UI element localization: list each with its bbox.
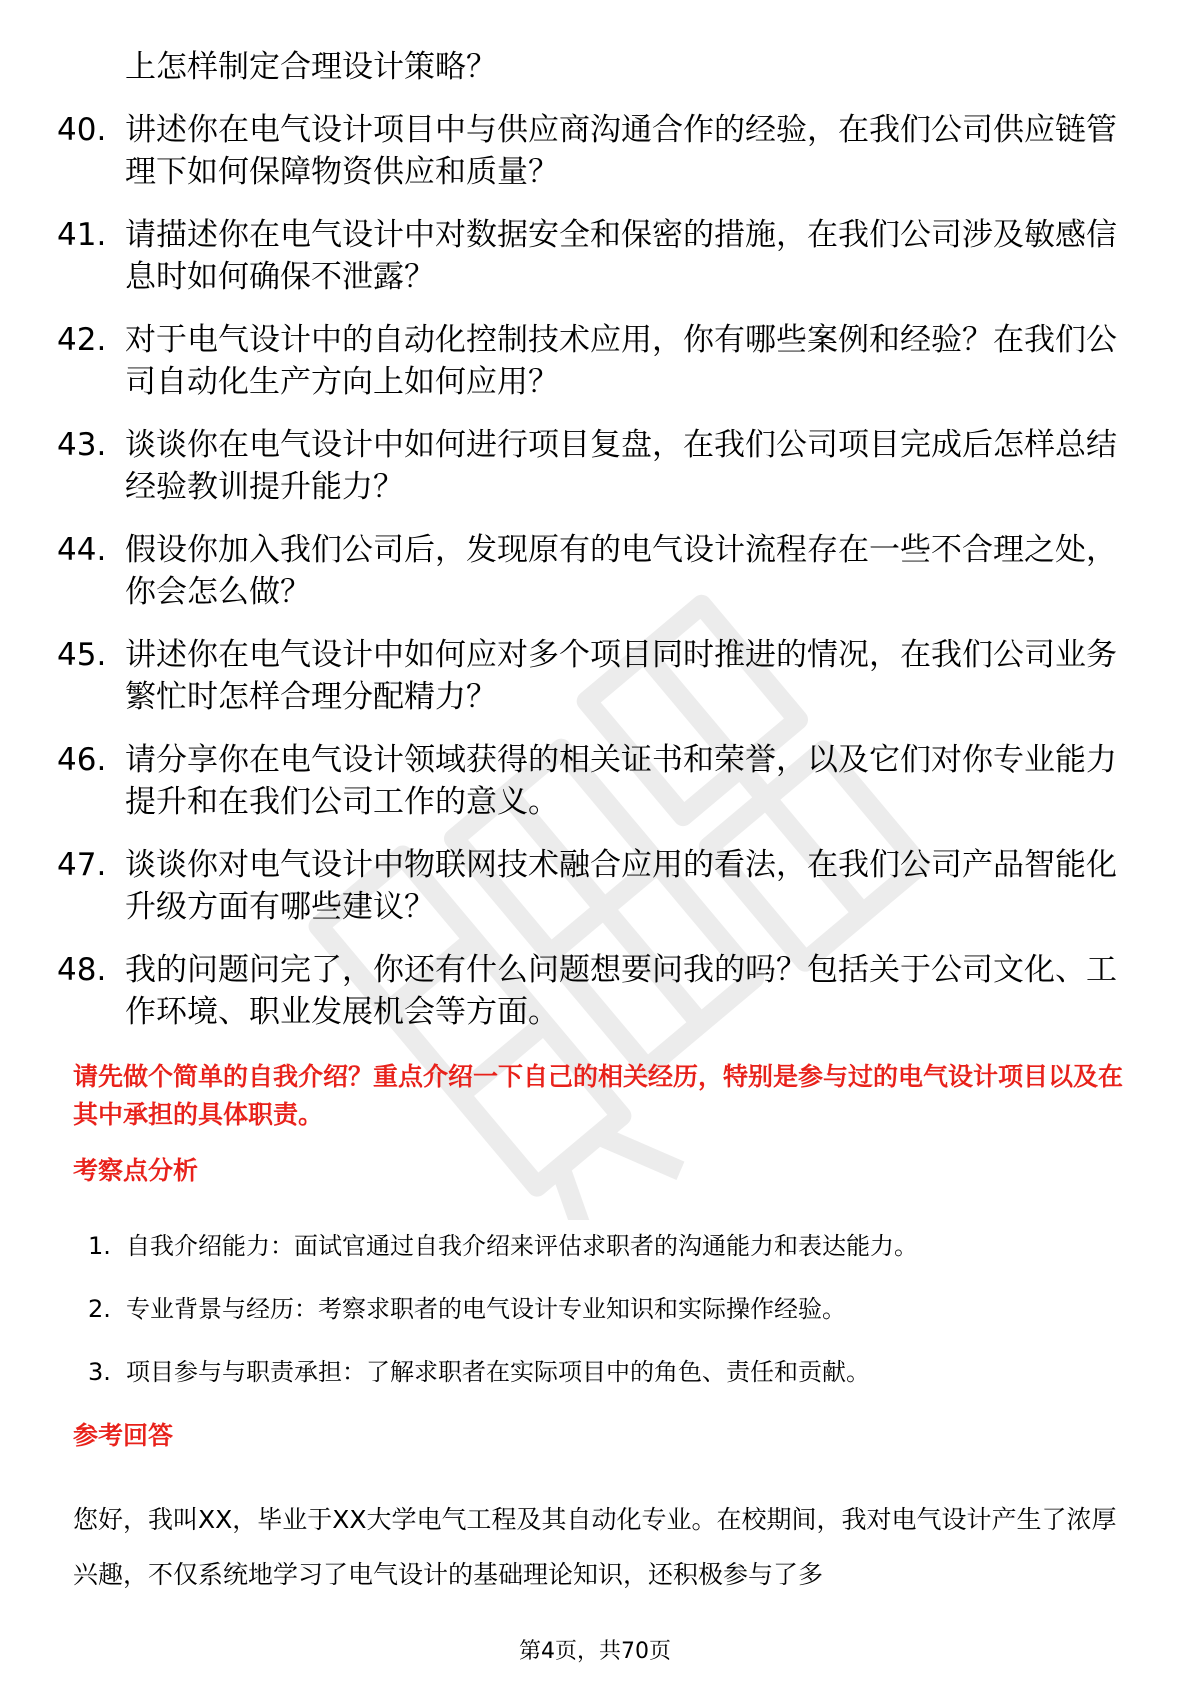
question-number: 46. — [57, 742, 107, 778]
reference-answer-text: 您好，我叫XX，毕业于XX大学电气工程及其自动化专业。在校期间，我对电气设计产生了浓厚兴趣，不仅系统地学习了电气设计的基础理论知识，还积极参与了多 — [73, 1505, 1117, 1589]
question-text: 请描述你在电气设计中对数据安全和保密的措施，在我们公司涉及敏感信息时如何确保不泄露？ — [125, 217, 1117, 295]
question-number: 45. — [57, 637, 107, 673]
analysis-item — [88, 1230, 1118, 1262]
analysis-heading: 考察点分析 — [73, 1156, 199, 1185]
question-text: 谈谈你在电气设计中如何进行项目复盘，在我们公司项目完成后怎样总结经验教训提升能力？ — [125, 427, 1117, 505]
analysis-text: 自我介绍能力：面试官通过自我介绍来评估求职者的沟通能力和表达能力。 — [126, 1232, 918, 1260]
analysis-number: 2. — [88, 1295, 111, 1323]
analysis-item — [88, 1293, 1118, 1325]
question-item — [57, 634, 1137, 718]
analysis-list — [88, 1230, 1118, 1419]
question-text: 对于电气设计中的自动化控制技术应用，你有哪些案例和经验？在我们公司自动化生产方向上如何应用？ — [125, 322, 1117, 400]
question-item — [57, 109, 1137, 193]
question-number: 41. — [57, 217, 107, 253]
question-text: 讲述你在电气设计项目中与供应商沟通合作的经验，在我们公司供应链管理下如何保障物资供应和质量？ — [125, 112, 1117, 190]
highlighted-question: 请先做个简单的自我介绍？重点介绍一下自己的相关经历，特别是参与过的电气设计项目以及在其中承担的具体职责。 — [73, 1062, 1124, 1129]
question-text: 讲述你在电气设计中如何应对多个项目同时推进的情况，在我们公司业务繁忙时怎样合理分配精力？ — [125, 637, 1117, 715]
question-text: 我的问题问完了，你还有什么问题想要问我的吗？包括关于公司文化、工作环境、职业发展机会等方面。 — [125, 952, 1117, 1030]
page-footer: 第4页，共70页 — [519, 1639, 671, 1664]
question-number: 42. — [57, 322, 107, 358]
question-item — [57, 319, 1137, 403]
question-number: 44. — [57, 532, 107, 568]
question-number: 47. — [57, 847, 107, 883]
question-number: 48. — [57, 952, 107, 988]
question-list — [57, 46, 1137, 1054]
question-text: 请分享你在电气设计领域获得的相关证书和荣誉，以及它们对你专业能力提升和在我们公司工作的意义。 — [125, 742, 1117, 820]
question-item — [57, 949, 1137, 1033]
analysis-number: 1. — [88, 1232, 111, 1260]
question-item — [57, 214, 1137, 298]
question-item — [57, 529, 1137, 613]
question-item — [57, 844, 1137, 928]
question-text: 谈谈你对电气设计中物联网技术融合应用的看法，在我们公司产品智能化升级方面有哪些建议？ — [125, 847, 1117, 925]
question-item — [57, 739, 1137, 823]
question-continuation: 上怎样制定合理设计策略？ — [125, 49, 497, 85]
analysis-item — [88, 1356, 1118, 1388]
question-item — [57, 424, 1137, 508]
question-text: 假设你加入我们公司后，发现原有的电气设计流程存在一些不合理之处，你会怎么做？ — [125, 532, 1117, 610]
analysis-text: 专业背景与经历：考察求职者的电气设计专业知识和实际操作经验。 — [126, 1295, 846, 1323]
reference-heading: 参考回答 — [73, 1421, 174, 1450]
question-number: 43. — [57, 427, 107, 463]
analysis-text: 项目参与与职责承担：了解求职者在实际项目中的角色、责任和贡献。 — [126, 1358, 870, 1386]
analysis-number: 3. — [88, 1358, 111, 1386]
question-number: 40. — [57, 112, 107, 148]
